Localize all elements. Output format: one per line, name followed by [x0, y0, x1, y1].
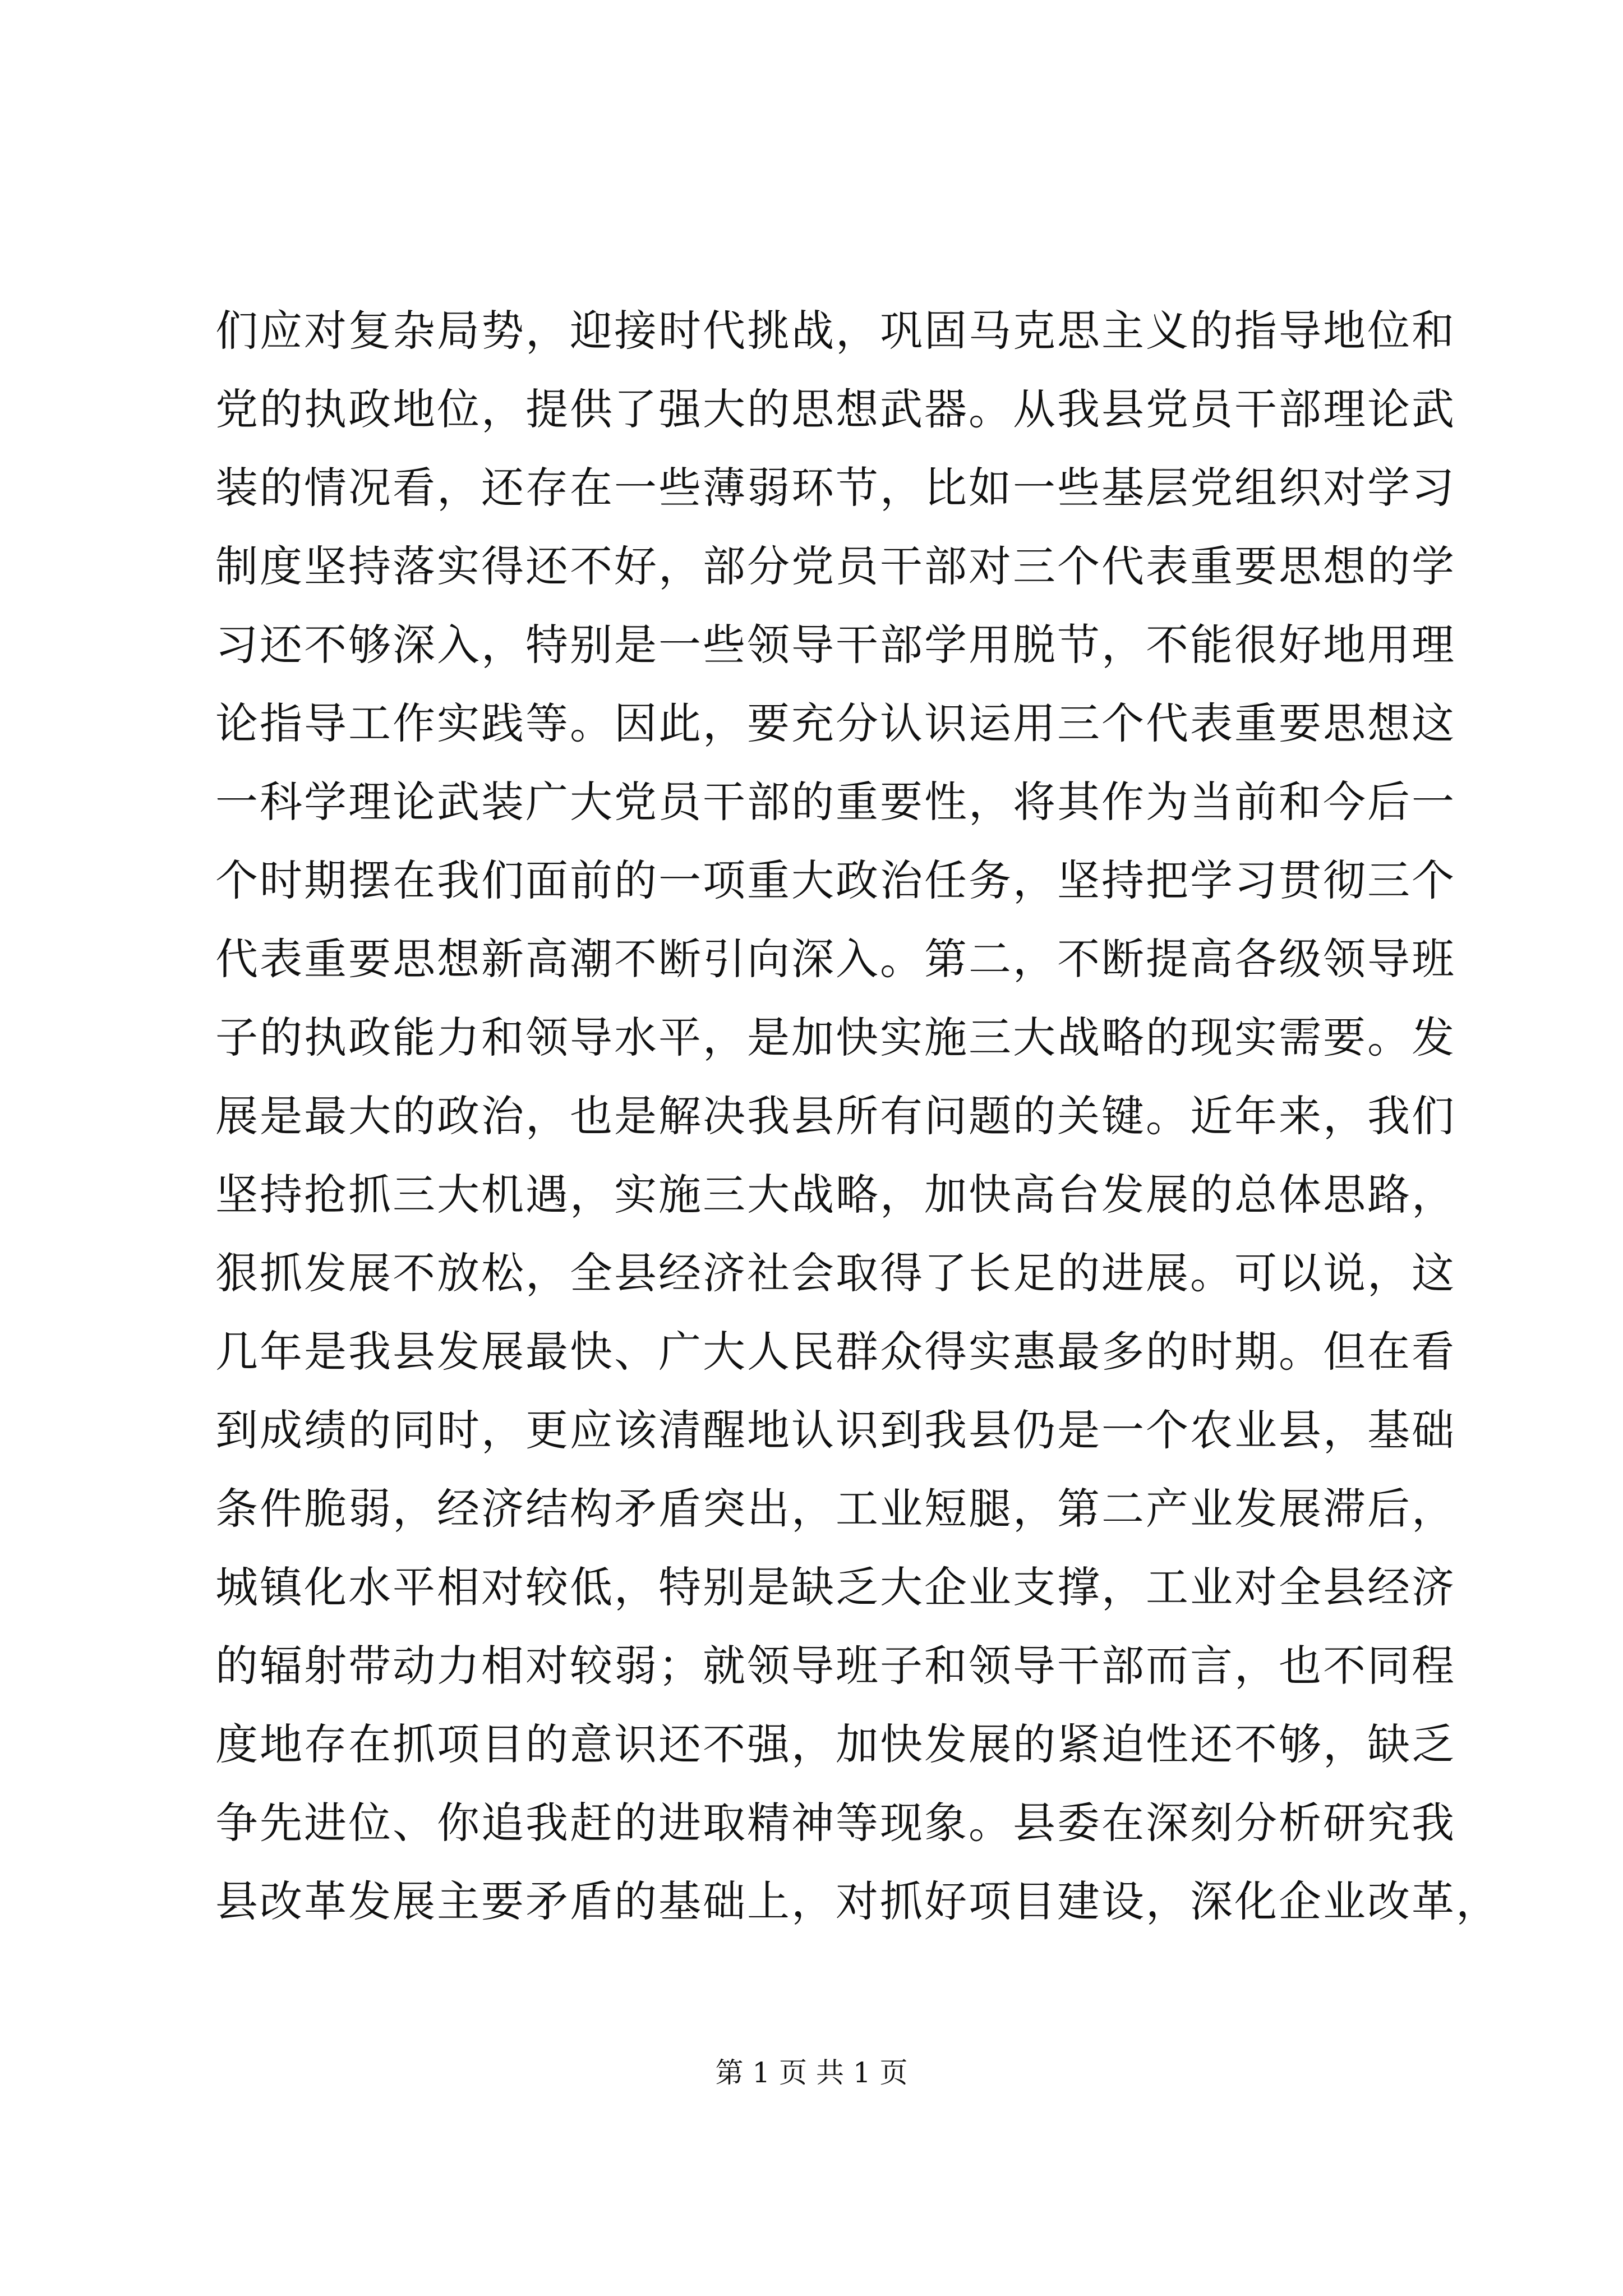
text-line: 党的执政地位，提供了强大的思想武器。从我县党员干部理论武 [215, 384, 1456, 434]
text-line: 制度坚持落实得还不好，部分党员干部对三个代表重要思想的学 [215, 541, 1456, 591]
text-line: 们应对复杂局势，迎接时代挑战，巩固马克思主义的指导地位和 [215, 306, 1456, 356]
text-line: 度地存在抓项目的意识还不强，加快发展的紧迫性还不够，缺乏 [215, 1719, 1456, 1769]
text-line: 条件脆弱，经济结构矛盾突出，工业短腿，第二产业发展滞后， [215, 1484, 1456, 1534]
text-line: 城镇化水平相对较低，特别是缺乏大企业支撑，工业对全县经济 [215, 1562, 1456, 1612]
text-line: 狠抓发展不放松，全县经济社会取得了长足的进展。可以说，这 [215, 1248, 1456, 1298]
text-line: 论指导工作实践等。因此，要充分认识运用三个代表重要思想这 [215, 698, 1456, 748]
page-footer: 第 1 页 共 1 页 [715, 2056, 908, 2089]
text-line: 到成绩的同时，更应该清醒地认识到我县仍是一个农业县，基础 [215, 1405, 1456, 1455]
text-line: 个时期摆在我们面前的一项重大政治任务，坚持把学习贯彻三个 [215, 855, 1456, 905]
body-paragraph [215, 292, 1500, 1941]
text-line: 坚持抢抓三大机遇，实施三大战略，加快高台发展的总体思路， [215, 1170, 1456, 1220]
text-line: 习还不够深入，特别是一些领导干部学用脱节，不能很好地用理 [215, 620, 1456, 670]
text-line: 县改革发展主要矛盾的基础上，对抓好项目建设，深化企业改革， [215, 1876, 1500, 1926]
text-line: 争先进位、你追我赶的进取精神等现象。县委在深刻分析研究我 [215, 1798, 1456, 1848]
text-line: 展是最大的政治，也是解决我县所有问题的关键。近年来，我们 [215, 1091, 1456, 1141]
text-line: 一科学理论武装广大党员干部的重要性，将其作为当前和今后一 [215, 777, 1456, 827]
text-line: 子的执政能力和领导水平，是加快实施三大战略的现实需要。发 [215, 1013, 1456, 1062]
text-line: 装的情况看，还存在一些薄弱环节，比如一些基层党组织对学习 [215, 463, 1456, 513]
text-line: 代表重要思想新高潮不断引向深入。第二，不断提高各级领导班 [215, 934, 1456, 984]
text-line: 的辐射带动力相对较弱；就领导班子和领导干部而言，也不同程 [215, 1641, 1456, 1691]
text-line: 几年是我县发展最快、广大人民群众得实惠最多的时期。但在看 [215, 1327, 1456, 1377]
